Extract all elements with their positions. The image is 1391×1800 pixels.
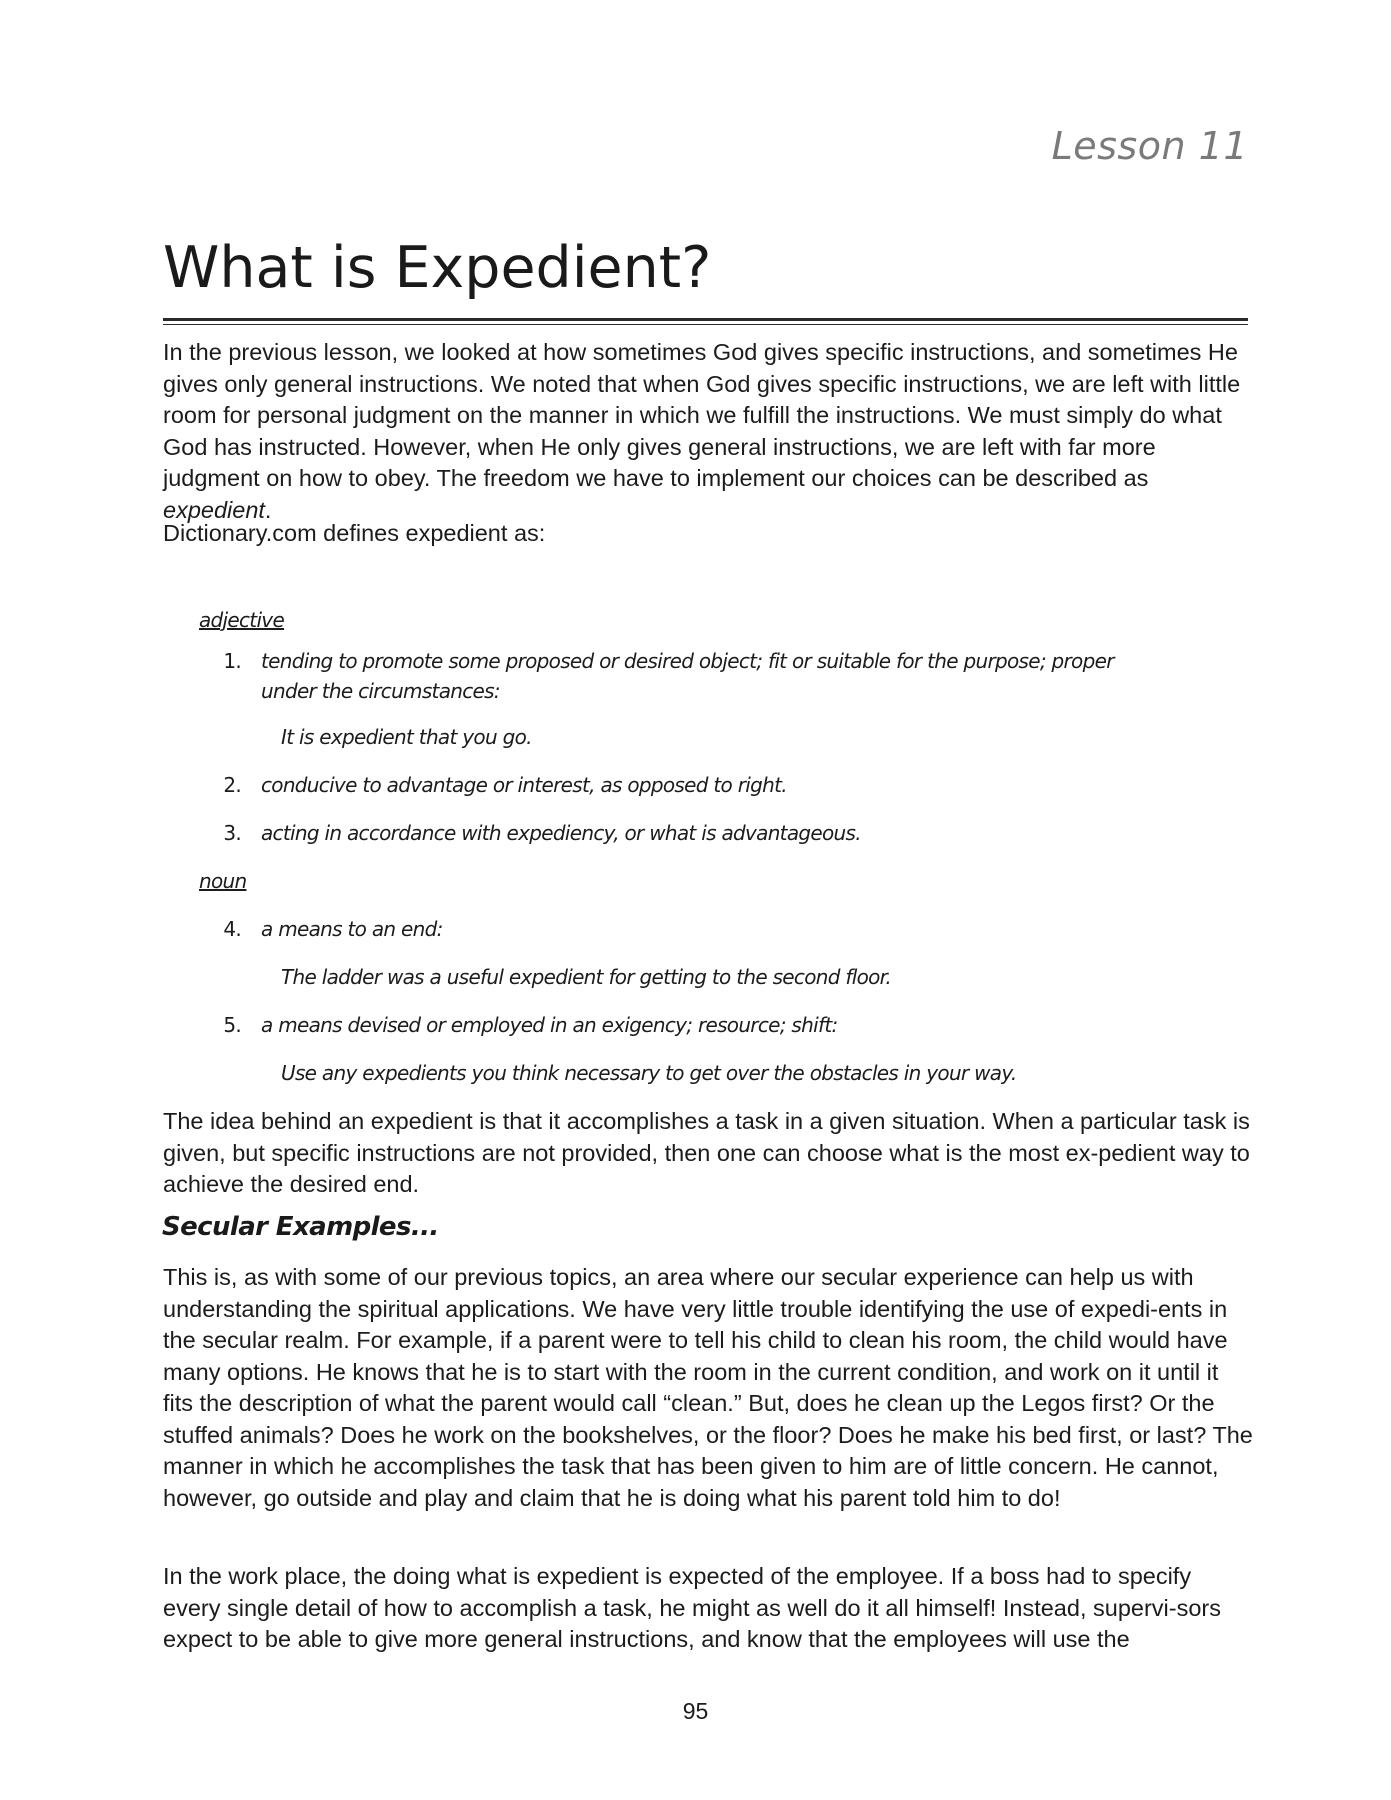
idea-paragraph: The idea behind an expedient is that it accomplishes a task in a given situation. When a particular task is given, but specific instructions are not provided, then one can choose what is the most ex-pedient way to achieve the desired end.	[163, 1108, 1250, 1197]
intro-text: In the previous lesson, we looked at how sometimes God gives specific instructions, and sometimes He gives only general instructions. We noted that when God gives specific instructions, we are left with little room for personal judgment on the manner in which we fulfill the instructions. We must simply do what God has instructed. However, when He only gives general instructions, we are left with far more judgment on how to obey. The freedom we have to implement our choices can be described as	[163, 339, 1241, 491]
definition-text: a means devised or employed in an exigency; resource; shift:	[261, 1013, 838, 1037]
definition-text-continued: under the circumstances:	[261, 679, 500, 703]
definition-number: 4.	[223, 917, 241, 941]
page-title: What is Expedient?	[163, 235, 712, 301]
definition-example: The ladder was a useful expedient for getting to the second floor.	[281, 965, 891, 989]
definition-number: 3.	[223, 821, 241, 845]
title-divider-thick	[163, 318, 1248, 321]
definition-text: conducive to advantage or interest, as opposed to right.	[261, 773, 787, 797]
intro-emphasis: expedient	[163, 496, 265, 523]
definition-example: Use any expedients you think necessary to get over the obstacles in your way.	[281, 1061, 1017, 1085]
section-heading: Secular Examples...	[162, 1212, 439, 1242]
definition-example: It is expedient that you go.	[281, 725, 532, 749]
definition-text: tending to promote some proposed or desired object; fit or suitable for the purpose; proper	[261, 649, 1114, 673]
definition-number: 2.	[223, 773, 241, 797]
intro-section	[163, 337, 1253, 550]
page-number: 95	[682, 1698, 709, 1724]
definition-number: 5.	[223, 1013, 241, 1037]
title-divider-thin	[163, 324, 1248, 325]
definition-text: a means to an end:	[261, 917, 443, 941]
definition-intro: Dictionary.com defines expedient as:	[163, 520, 546, 546]
intro-paragraph	[163, 337, 1253, 523]
secular-paragraph-1: This is, as with some of our previous topics, an area where our secular experience can help us with understanding the spiritual applications. We have very little trouble identifying the use of expedi-ents in the secular realm. For example, if a parent were to tell his child to clean his room, the child would have many options. He knows that he is to start with the room in the current condition, and work on it until it fits the description of what the parent would call “clean.” But, does he clean up the Legos first? Or the stuffed animals? Does he work on the bookshelves, or the floor? Does he make his bed first, or last? The manner in which he accomplishes the task that has been given to him are of little concern. He cannot, however, go outside and play and claim that he is doing what his parent told him to do!	[163, 1264, 1253, 1511]
part-of-speech-noun: noun	[199, 869, 247, 893]
definition-text: acting in accordance with expediency, or what is advantageous.	[261, 821, 861, 845]
secular-paragraph-2: In the work place, the doing what is expedient is expected of the employee. If a boss had to specify every single detail of how to accomplish a task, he might as well do it all himself! Instead, supervi-sors expect to be able to give more general instructions, and know that the employees will use the	[163, 1563, 1221, 1652]
lesson-label: Lesson 11	[1051, 124, 1248, 168]
definition-number: 1.	[223, 649, 241, 673]
intro-text-end: .	[264, 496, 272, 523]
part-of-speech-adjective: adjective	[199, 608, 285, 632]
